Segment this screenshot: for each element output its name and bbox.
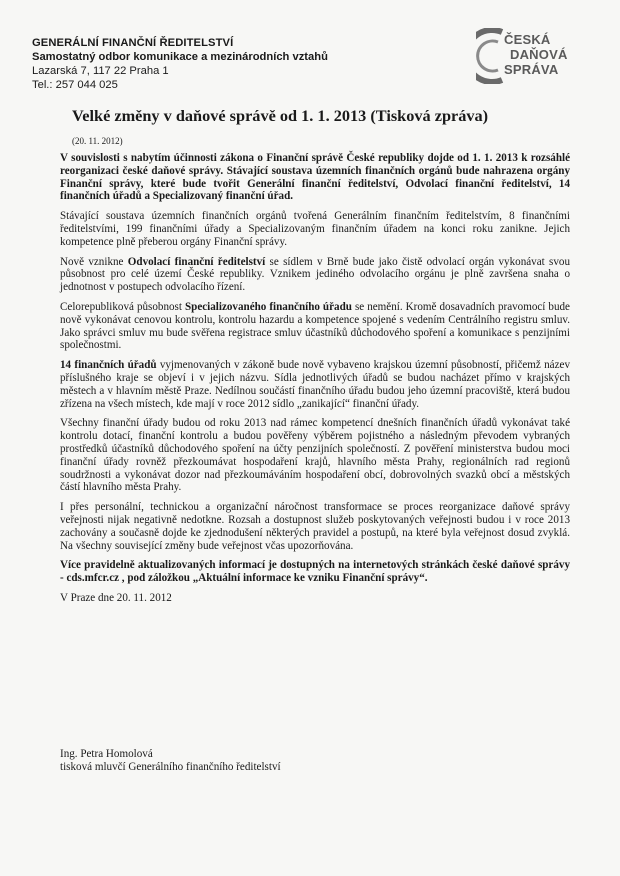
lead-paragraph: V souvislosti s nabytím účinnosti zákona o Finanční správě České republiky dojde od 1. 1. 2013 k rozsáhlé reorganizaci české daňové správy. Stávající soustava územních finančních orgánů bude nahrazena orgány Finanční správy, které bude tvořit Generální finanční ředitelství, Odvolací finanční ředitelství, 14 finančních úřadů a Specializovaný finanční úřad.	[60, 152, 570, 203]
ceska-danova-sprava-logo	[476, 28, 594, 84]
logo-line-2: DAŇOVÁ	[510, 47, 568, 62]
logo-text	[496, 32, 568, 77]
paragraph-3	[60, 256, 570, 294]
document-title: Velké změny v daňové správě od 1. 1. 2013 (Tisková zpráva)	[72, 106, 489, 125]
signature-block	[60, 748, 460, 774]
signatory-name: Ing. Petra Homolová	[60, 748, 153, 760]
document-body	[60, 152, 570, 612]
paragraph-4-text-cont: se nemění. Kromě dosavadních pravomocí bude nově vykonávat cenovou kontrolu, kontrolu hazardu a kompetence spojené s vedením Centrálního registru smluv. Jako správci smluv mu bude svěřena registrace smluv účastníků důchodového spoření a komunikace s penzijními společnostmi.	[60, 300, 570, 352]
paragraph-5-emphasis: 14 finančních úřadů	[60, 359, 157, 372]
signatory-role: tisková mluvčí Generálního finančního ředitelství	[60, 761, 281, 773]
more-info-paragraph: Více pravidelně aktualizovaných informací je dostupných na internetových stránkách české daňové správy - cds.mfcr.cz , pod záložkou „Aktuální informace ke vzniku Finanční správy“.	[60, 559, 570, 585]
organization-name: GENERÁLNÍ FINANČNÍ ŘEDITELSTVÍ	[32, 37, 234, 49]
letterhead	[32, 36, 412, 92]
paragraph-4-text: Celorepubliková působnost	[60, 300, 185, 313]
paragraph-6: Všechny finanční úřady budou od roku 2013 nad rámec kompetencí dnešních finančních úřadů vykonávat také kontrolu dotací, finanční kontrolu a budou pověřeny výběrem pojistného a následným převodem vybraných prostředků účastníků důchodového spoření na účty penzijních společností. Z pověření ministerstva budou moci finanční úřady rovněž přezkoumávat hospodaření krajů, hlavního města Prahy, regionálních rad regionů soudržnosti a vykonávat dozor nad přezkoumáváním hospodaření obcí, dobrovolných svazků obcí a městských částí hlavního města Prahy.	[60, 417, 570, 494]
document-date: (20. 11. 2012)	[72, 136, 123, 146]
paragraph-5-text: vyjmenovaných v zákoně bude nově vybaveno krajskou územní působností, přičemž název příslušného kraje se objeví i v jejich názvu. Sídla jednotlivých úřadů se budou nacházet přímo v krajských městech a v hlavním městě Praze. Nedílnou součástí finančního úřadu budou jeho územní pracoviště, která budou zřízena na všech místech, kde mají v roce 2012 sídlo „zanikající“ finanční úřady.	[60, 359, 570, 410]
department-name: Samostatný odbor komunikace a mezinárodních vztahů	[32, 51, 328, 63]
paragraph-2: Stávající soustava územních finančních orgánů tvořená Generálním finančním ředitelstvím, 8 finančními ředitelstvími, 199 finančními úřady a Specializovaným finančním úřadem na konci roku zanikne. Jejich kompetence plně přeberou orgány Finanční správy.	[60, 210, 570, 248]
logo-line-3: SPRÁVA	[504, 62, 559, 77]
paragraph-3-text: Nově vznikne	[60, 255, 128, 268]
paragraph-3-text-cont: se sídlem v Brně bude jako čistě odvolací orgán vykonávat svou působnost pro celé území České republiky. Vznikem jediného odvolacího orgánu je plně završena snaha o jednotnost v postupech odvolacího řízení.	[60, 255, 570, 294]
paragraph-5	[60, 359, 570, 410]
phone: Tel.: 257 044 025	[32, 79, 118, 91]
paragraph-3-emphasis: Odvolací finanční ředitelství	[127, 255, 266, 268]
address: Lazarská 7, 117 22 Praha 1	[32, 65, 169, 77]
paragraph-4-emphasis: Specializovaného finančního úřadu	[184, 300, 352, 313]
paragraph-7: I přes personální, technickou a organizační náročnost transformace se proces reorganizace daňové správy veřejnosti nijak negativně nedotkne. Rozsah a dostupnost služeb poskytovaných veřejnosti budou i v roce 2013 zachovány a současně dojde ke zjednodušení některých pravidel a postupů, na které byla veřejnost dosud zvyklá. Na všechny související změny bude veřejnost včas upozorňována.	[60, 501, 570, 552]
paragraph-4	[60, 301, 570, 352]
closing-place-date: V Praze dne 20. 11. 2012	[60, 591, 172, 604]
logo-line-1: ČESKÁ	[504, 32, 551, 47]
